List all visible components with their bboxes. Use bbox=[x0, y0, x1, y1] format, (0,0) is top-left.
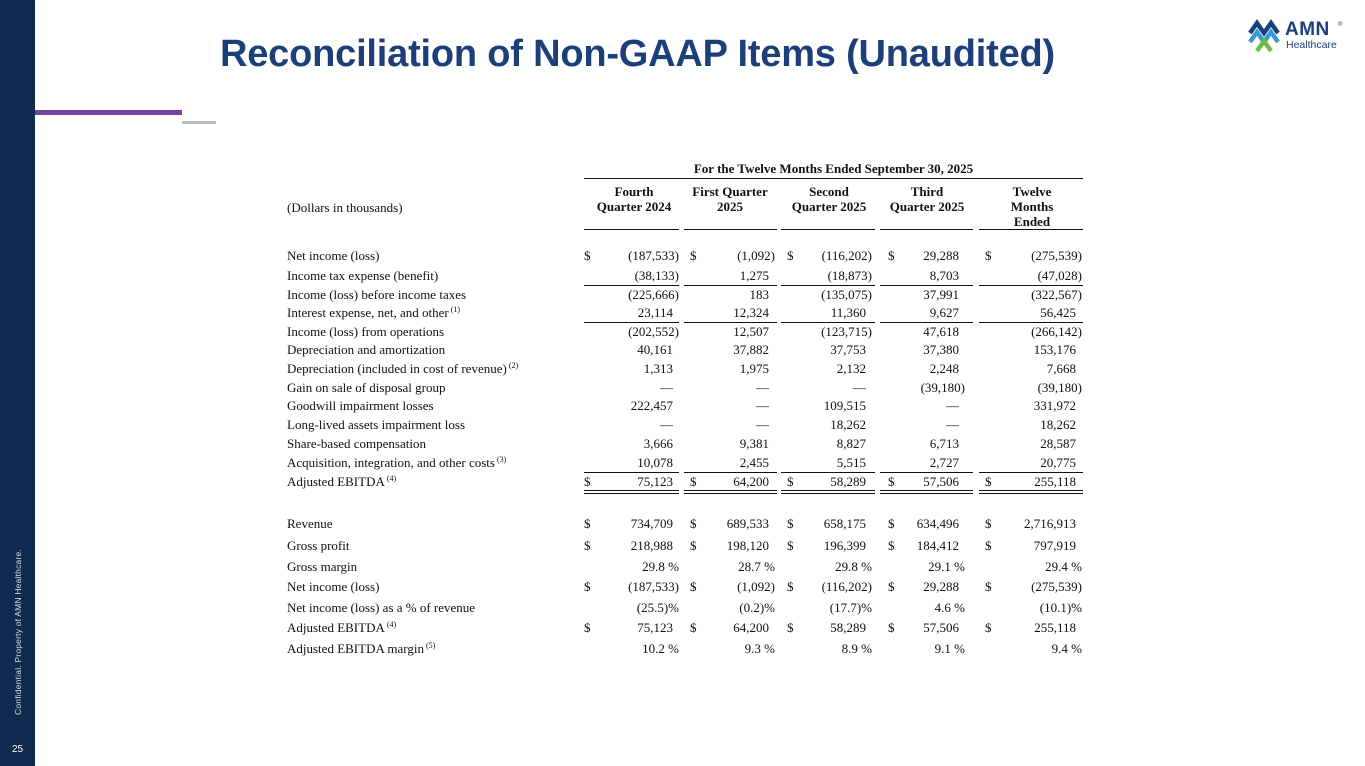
table-cell-value: 18,262 bbox=[830, 417, 866, 432]
row-label: Net income (loss) bbox=[287, 579, 380, 594]
total-double-rule-bottom bbox=[684, 493, 777, 494]
currency-symbol: $ bbox=[690, 620, 697, 635]
table-cell-value: 222,457 bbox=[630, 398, 673, 413]
table-cell-value: 10,078 bbox=[637, 455, 673, 470]
table-cell-value: 64,200 bbox=[733, 474, 769, 489]
table-cell-value: 29.1 % bbox=[928, 559, 965, 574]
subtotal-rule bbox=[584, 285, 679, 286]
column-header: Third Quarter 2025 bbox=[889, 184, 965, 214]
row-label: Gross profit bbox=[287, 538, 350, 553]
total-double-rule-top bbox=[880, 490, 973, 491]
table-cell-value: (187,533) bbox=[628, 579, 679, 594]
table-cell-value: 8.9 % bbox=[841, 641, 872, 656]
table-cell-value: 2,716,913 bbox=[1024, 516, 1076, 531]
currency-symbol: $ bbox=[787, 620, 794, 635]
table-cell-value: (275,539) bbox=[1031, 579, 1082, 594]
column-header-rule bbox=[880, 229, 973, 230]
subtotal-rule bbox=[781, 285, 875, 286]
table-cell-value: 47,618 bbox=[923, 324, 959, 339]
table-cell-value: (0.2)% bbox=[739, 600, 775, 615]
footnote-marker: (3) bbox=[496, 455, 507, 464]
table-cell-value: — bbox=[946, 398, 959, 413]
currency-symbol: $ bbox=[888, 620, 895, 635]
logo-registered-mark: ® bbox=[1338, 22, 1343, 28]
subtotal-rule bbox=[979, 472, 1083, 473]
table-cell-value: — bbox=[660, 380, 673, 395]
subtotal-rule bbox=[880, 285, 973, 286]
table-cell-value: 255,118 bbox=[1034, 474, 1076, 489]
table-cell-value: 797,919 bbox=[1033, 538, 1076, 553]
row-label: Revenue bbox=[287, 516, 333, 531]
row-label: Depreciation and amortization bbox=[287, 342, 446, 357]
table-cell-value: 23,114 bbox=[637, 305, 673, 320]
table-cell-value: 7,668 bbox=[1046, 361, 1076, 376]
table-cell-value: 57,506 bbox=[923, 620, 959, 635]
table-cell-value: 109,515 bbox=[823, 398, 866, 413]
table-cell-value: (123,715) bbox=[821, 324, 872, 339]
table-cell-value: 57,506 bbox=[923, 474, 959, 489]
table-cell-value: (202,552) bbox=[628, 324, 679, 339]
table-cell-value: 9,627 bbox=[929, 305, 959, 320]
table-cell-value: 689,533 bbox=[726, 516, 769, 531]
amn-healthcare-logo bbox=[1248, 19, 1348, 55]
period-header-rule bbox=[584, 178, 1083, 179]
table-cell-value: 9.1 % bbox=[934, 641, 965, 656]
non-gaap-reconciliation-table bbox=[287, 0, 1087, 766]
currency-symbol: $ bbox=[584, 248, 591, 263]
table-cell-value: (322,567) bbox=[1031, 287, 1082, 302]
subtotal-rule bbox=[781, 472, 875, 473]
table-cell-value: — bbox=[756, 380, 769, 395]
currency-symbol: $ bbox=[985, 538, 992, 553]
currency-symbol: $ bbox=[690, 474, 697, 489]
currency-symbol: $ bbox=[985, 579, 992, 594]
table-cell-value: 11,360 bbox=[830, 305, 866, 320]
row-label: Goodwill impairment losses bbox=[287, 398, 434, 413]
table-cell-value: 184,412 bbox=[916, 538, 959, 553]
table-cell-value: 8,827 bbox=[836, 436, 866, 451]
table-cell-value: 8,703 bbox=[929, 268, 959, 283]
footnote-marker: (2) bbox=[508, 361, 519, 370]
table-cell-value: (18,873) bbox=[827, 268, 872, 283]
footnote-marker: (4) bbox=[386, 474, 397, 483]
currency-symbol: $ bbox=[787, 579, 794, 594]
table-cell-value: 331,972 bbox=[1033, 398, 1076, 413]
logo-wordmark: AMN bbox=[1285, 19, 1330, 40]
row-label: Long-lived assets impairment loss bbox=[287, 417, 466, 432]
table-cell-value: 3,666 bbox=[643, 436, 673, 451]
unit-label: (Dollars in thousands) bbox=[287, 200, 403, 215]
table-cell-value: (17.7)% bbox=[829, 600, 872, 615]
subtotal-rule bbox=[979, 322, 1083, 323]
total-double-rule-bottom bbox=[584, 493, 679, 494]
table-cell-value: — bbox=[756, 417, 769, 432]
table-cell-value: 64,200 bbox=[733, 620, 769, 635]
currency-symbol: $ bbox=[584, 538, 591, 553]
page-number: 25 bbox=[11, 744, 24, 755]
row-label: Adjusted EBITDA margin $^{(5)}$ bbox=[287, 641, 436, 656]
table-cell-value: (266,142) bbox=[1031, 324, 1082, 339]
table-cell-value: 2,132 bbox=[836, 361, 866, 376]
column-header-rule bbox=[584, 229, 679, 230]
table-cell-value: (116,202) bbox=[821, 248, 872, 263]
table-cell-value: (39,180) bbox=[1037, 380, 1082, 395]
total-double-rule-top bbox=[781, 490, 875, 491]
table-cell-value: 1,975 bbox=[739, 361, 769, 376]
currency-symbol: $ bbox=[690, 538, 697, 553]
table-cell-value: — bbox=[946, 417, 959, 432]
subtotal-rule bbox=[584, 472, 679, 473]
currency-symbol: $ bbox=[787, 474, 794, 489]
table-cell-value: 28,587 bbox=[1040, 436, 1076, 451]
table-cell-value: 658,175 bbox=[823, 516, 866, 531]
currency-symbol: $ bbox=[985, 620, 992, 635]
table-cell-value: 1,313 bbox=[643, 361, 673, 376]
column-header: Fourth Quarter 2024 bbox=[596, 184, 672, 214]
table-cell-value: 4.6 % bbox=[934, 600, 965, 615]
currency-symbol: $ bbox=[985, 516, 992, 531]
row-label: Net income (loss) bbox=[287, 248, 380, 263]
table-cell-value: — bbox=[756, 398, 769, 413]
table-cell-value: 5,515 bbox=[836, 455, 866, 470]
table-cell-value: (116,202) bbox=[821, 579, 872, 594]
total-double-rule-top bbox=[979, 490, 1083, 491]
row-label: Income (loss) from operations bbox=[287, 324, 445, 339]
table-cell-value: — bbox=[853, 380, 866, 395]
row-label: Depreciation (included in cost of revenue) $^{(2)}$ bbox=[287, 361, 519, 376]
column-header-rule bbox=[781, 229, 875, 230]
row-label: Share-based compensation bbox=[287, 436, 426, 451]
currency-symbol: $ bbox=[787, 516, 794, 531]
table-cell-value: (135,075) bbox=[821, 287, 872, 302]
footnote-marker: (1) bbox=[450, 305, 461, 314]
currency-symbol: $ bbox=[888, 248, 895, 263]
currency-symbol: $ bbox=[985, 474, 992, 489]
table-cell-value: 37,882 bbox=[733, 342, 769, 357]
title-secondary-rule bbox=[182, 121, 216, 124]
table-cell-value: — bbox=[660, 417, 673, 432]
currency-symbol: $ bbox=[888, 579, 895, 594]
table-cell-value: 37,753 bbox=[830, 342, 866, 357]
table-cell-value: 9.4 % bbox=[1051, 641, 1082, 656]
subtotal-rule bbox=[684, 322, 777, 323]
table-cell-value: 37,380 bbox=[923, 342, 959, 357]
table-cell-value: 153,176 bbox=[1033, 342, 1076, 357]
currency-symbol: $ bbox=[584, 474, 591, 489]
subtotal-rule bbox=[684, 472, 777, 473]
table-cell-value: 634,496 bbox=[916, 516, 959, 531]
subtotal-rule bbox=[880, 322, 973, 323]
table-cell-value: 56,425 bbox=[1040, 305, 1076, 320]
table-cell-value: 12,507 bbox=[733, 324, 769, 339]
total-double-rule-bottom bbox=[880, 493, 973, 494]
table-cell-value: 40,161 bbox=[637, 342, 673, 357]
column-header: Twelve Months Ended bbox=[1010, 184, 1054, 229]
row-label: Gain on sale of disposal group bbox=[287, 380, 446, 395]
currency-symbol: $ bbox=[888, 474, 895, 489]
table-cell-value: (47,028) bbox=[1037, 268, 1082, 283]
subtotal-rule bbox=[584, 322, 679, 323]
footnote-marker: (5) bbox=[425, 641, 436, 650]
table-cell-value: (225,666) bbox=[628, 287, 679, 302]
table-cell-value: 255,118 bbox=[1034, 620, 1076, 635]
table-cell-value: (1,092) bbox=[737, 579, 775, 594]
row-label: Acquisition, integration, and other costs $^{(3)}$ bbox=[287, 455, 507, 470]
column-header: First Quarter 2025 bbox=[692, 184, 768, 214]
table-cell-value: (38,133) bbox=[634, 268, 679, 283]
confidential-notice: Confidential. Property of AMN Healthcare. bbox=[13, 549, 23, 715]
total-double-rule-bottom bbox=[781, 493, 875, 494]
currency-symbol: $ bbox=[690, 579, 697, 594]
table-cell-value: 6,713 bbox=[929, 436, 959, 451]
table-cell-value: 2,248 bbox=[929, 361, 959, 376]
table-cell-value: 1,275 bbox=[739, 268, 769, 283]
row-label: Interest expense, net, and other $^{(1)}$ bbox=[287, 305, 461, 320]
title-accent-rule bbox=[35, 110, 182, 115]
currency-symbol: $ bbox=[787, 538, 794, 553]
row-label: Income tax expense (benefit) bbox=[287, 268, 439, 283]
table-cell-value: 75,123 bbox=[637, 474, 673, 489]
column-header: Second Quarter 2025 bbox=[791, 184, 867, 214]
table-cell-value: (39,180) bbox=[920, 380, 965, 395]
column-header-rule bbox=[979, 229, 1083, 230]
table-cell-value: 28.7 % bbox=[738, 559, 775, 574]
table-cell-value: 198,120 bbox=[726, 538, 769, 553]
currency-symbol: $ bbox=[690, 516, 697, 531]
table-cell-value: (25.5)% bbox=[636, 600, 679, 615]
table-cell-value: (10.1)% bbox=[1039, 600, 1082, 615]
row-label: Adjusted EBITDA $^{(4)}$ bbox=[287, 620, 397, 635]
table-cell-value: 12,324 bbox=[733, 305, 769, 320]
table-cell-value: 29,288 bbox=[923, 248, 959, 263]
currency-symbol: $ bbox=[584, 516, 591, 531]
currency-symbol: $ bbox=[584, 620, 591, 635]
table-cell-value: 58,289 bbox=[830, 474, 866, 489]
page-title: Reconciliation of Non-GAAP Items (Unaudited) bbox=[220, 33, 1055, 75]
row-label: Adjusted EBITDA $^{(4)}$ bbox=[287, 474, 397, 489]
currency-symbol: $ bbox=[787, 248, 794, 263]
currency-symbol: $ bbox=[584, 579, 591, 594]
table-cell-value: (275,539) bbox=[1031, 248, 1082, 263]
row-label: Gross margin bbox=[287, 559, 358, 574]
subtotal-rule bbox=[781, 322, 875, 323]
total-double-rule-bottom bbox=[979, 493, 1083, 494]
currency-symbol: $ bbox=[690, 248, 697, 263]
subtotal-rule bbox=[880, 472, 973, 473]
table-cell-value: 196,399 bbox=[823, 538, 866, 553]
table-cell-value: 58,289 bbox=[830, 620, 866, 635]
currency-symbol: $ bbox=[888, 538, 895, 553]
table-cell-value: 183 bbox=[749, 287, 769, 302]
period-header: For the Twelve Months Ended September 30, 2025 bbox=[693, 161, 974, 176]
total-double-rule-top bbox=[584, 490, 679, 491]
currency-symbol: $ bbox=[888, 516, 895, 531]
table-cell-value: 75,123 bbox=[637, 620, 673, 635]
table-cell-value: 29.4 % bbox=[1045, 559, 1082, 574]
table-cell-value: 2,727 bbox=[929, 455, 959, 470]
table-cell-value: 734,709 bbox=[630, 516, 673, 531]
table-cell-value: 9,381 bbox=[739, 436, 769, 451]
logo-subtitle: Healthcare bbox=[1286, 39, 1337, 51]
table-cell-value: 9.3 % bbox=[744, 641, 775, 656]
table-cell-value: 20,775 bbox=[1040, 455, 1076, 470]
table-cell-value: (187,533) bbox=[628, 248, 679, 263]
row-label: Income (loss) before income taxes bbox=[287, 287, 467, 302]
table-cell-value: 2,455 bbox=[739, 455, 769, 470]
subtotal-rule bbox=[684, 285, 777, 286]
total-double-rule-top bbox=[684, 490, 777, 491]
table-cell-value: 29.8 % bbox=[642, 559, 679, 574]
amn-logo-mark-icon bbox=[1248, 19, 1282, 53]
table-cell-value: 37,991 bbox=[923, 287, 959, 302]
row-label: Net income (loss) as a % of revenue bbox=[287, 600, 476, 615]
table-cell-value: (1,092) bbox=[737, 248, 775, 263]
currency-symbol: $ bbox=[985, 248, 992, 263]
subtotal-rule bbox=[979, 285, 1083, 286]
table-cell-value: 218,988 bbox=[630, 538, 673, 553]
column-header-rule bbox=[684, 229, 777, 230]
table-cell-value: 29,288 bbox=[923, 579, 959, 594]
table-cell-value: 18,262 bbox=[1040, 417, 1076, 432]
table-cell-value: 10.2 % bbox=[642, 641, 679, 656]
table-cell-value: 29.8 % bbox=[835, 559, 872, 574]
footnote-marker: (4) bbox=[386, 620, 397, 629]
